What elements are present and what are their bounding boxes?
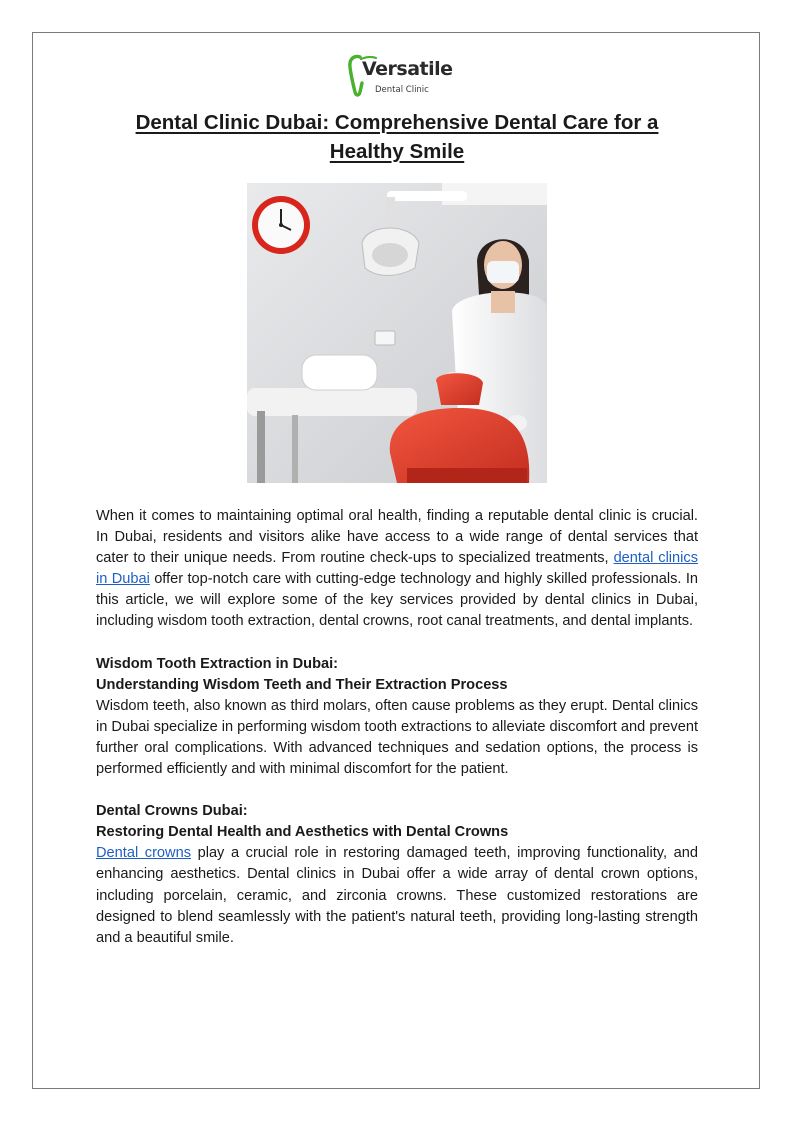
intro-text: When it comes to maintaining optimal oral health, finding a reputable dental clinic is crucial. In Dubai, residents and visitors alike have access to a wide range of dental services that cater to their unique needs. From routine check-ups to specialized treatments,: [96, 508, 698, 567]
versatile-logo: [346, 54, 456, 100]
dental-clinic-photo-icon: [247, 183, 547, 483]
intro-text-continued: offer top-notch care with cutting-edge technology and highly skilled professionals. In this article, we will explore some of the key services provided by dental clinics in Dubai, including wisdom tooth extraction, dental crowns, root canal treatments, and dental implants.: [96, 571, 698, 630]
spacer: [96, 780, 698, 801]
dental-crowns-link[interactable]: Dental crowns: [96, 845, 191, 862]
section-subheading: Understanding Wisdom Teeth and Their Extraction Process: [96, 676, 508, 693]
spacer: [96, 633, 698, 654]
intro-paragraph: [96, 506, 698, 633]
article-body: [96, 506, 698, 949]
section-paragraph: Wisdom teeth, also known as third molars, often cause problems as they erupt. Dental clinics in Dubai specialize in performing wisdom tooth extractions to alleviate discomfort and prevent further oral complications. With advanced techniques and sedation options, the process is performed efficiently and with minimal discomfort for the patient.: [96, 697, 698, 778]
section-paragraph: [96, 843, 698, 948]
section-heading: Dental Crowns Dubai:: [96, 803, 248, 820]
section-text: play a crucial role in restoring damaged teeth, improving functionality, and enhancing aesthetics. Dental clinics in Dubai offer a wide array of dental crown options, including porcelain, ceramic, and zirconia crowns. These customized restorations are designed to blend seamlessly with the patient's natural teeth, providing long-lasting strength and a beautiful smile.: [96, 845, 698, 946]
logo-subtitle: Dental Clinic: [375, 85, 429, 95]
logo-name: Versatile: [362, 58, 453, 80]
dental-clinics-link[interactable]: dental clinics in Dubai: [96, 550, 698, 588]
section-subheading: Restoring Dental Health and Aesthetics with Dental Crowns: [96, 824, 509, 841]
hero-image: [247, 183, 547, 483]
section-heading: Wisdom Tooth Extraction in Dubai:: [96, 655, 339, 672]
page-title: Dental Clinic Dubai: Comprehensive Dental Care for a Healthy Smile: [135, 111, 659, 163]
